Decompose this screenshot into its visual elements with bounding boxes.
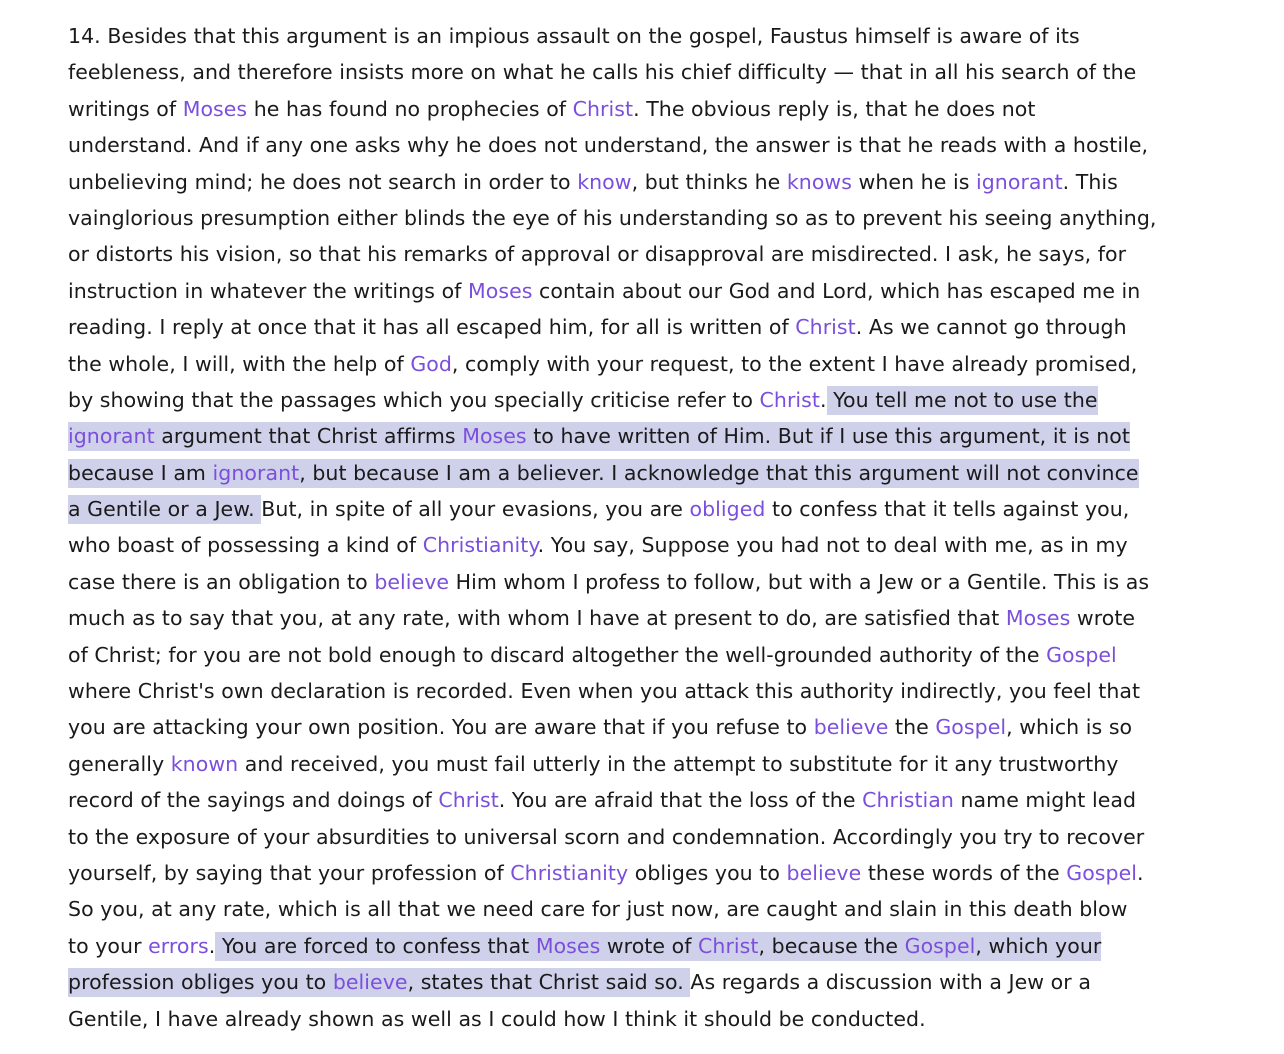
text-segment: . [208, 933, 216, 958]
glossary-link[interactable]: Gospel [904, 933, 976, 958]
highlighted-text: , states that Christ said so. [408, 968, 691, 997]
glossary-link[interactable]: known [170, 751, 239, 776]
glossary-link[interactable]: Christianity [510, 860, 629, 885]
text-line [68, 273, 1218, 309]
text-segment: or distorts his vision, so that his remarks of approval or disapproval are misdirected. I ask, he says, for [68, 242, 1127, 267]
text-line [68, 637, 1218, 673]
text-segment: writings of [68, 96, 183, 121]
text-segment: , which is so [1006, 715, 1133, 740]
text-line [68, 928, 1218, 964]
text-line [68, 18, 1218, 54]
text-segment: to confess that it tells against you, [765, 497, 1130, 522]
text-segment: obliges you to [628, 860, 787, 885]
text-line [68, 54, 1218, 90]
text-line [68, 746, 1218, 782]
text-line [68, 164, 1218, 200]
text-line [68, 709, 1218, 745]
glossary-link[interactable]: Moses [1005, 606, 1071, 631]
glossary-link[interactable]: know [577, 169, 632, 194]
glossary-link[interactable]: Christ [759, 387, 820, 412]
text-segment: . The obvious reply is, that he does not [633, 96, 1036, 121]
text-segment: and received, you must fail utterly in the attempt to substitute for it any trustworthy [238, 751, 1119, 776]
text-segment: wrote [1070, 606, 1136, 631]
glossary-link[interactable]: ignorant [976, 169, 1063, 194]
text-segment: . As we cannot go through [855, 315, 1127, 340]
text-segment: he has found no prophecies of [247, 96, 573, 121]
text-line [68, 346, 1218, 382]
highlighted-text: because I am [68, 459, 213, 488]
text-segment: the whole, I will, with the help of [68, 351, 411, 376]
text-segment: record of the sayings and doings of [68, 788, 439, 813]
text-segment: As regards a discussion with a Jew or a [690, 970, 1091, 995]
text-line [68, 200, 1218, 236]
text-segment: yourself, by saying that your profession of [68, 860, 511, 885]
text-segment: But, in spite of all your evasions, you are [261, 497, 690, 522]
text-line [68, 564, 1218, 600]
highlighted-text: a Gentile or a Jew. [68, 495, 261, 524]
text-segment: unbelieving mind; he does not search in order to [68, 169, 578, 194]
highlighted-segment [536, 932, 600, 961]
glossary-link[interactable]: believe [813, 715, 889, 740]
highlighted-text: to have written of Him. But if I use this argument, it is not [527, 422, 1130, 451]
glossary-link[interactable]: believe [374, 569, 450, 594]
text-line [68, 382, 1218, 418]
text-segment: who boast of possessing a kind of [68, 533, 423, 558]
text-segment: reading. I reply at once that it has all escaped him, for all is written of [68, 315, 796, 340]
text-segment: case there is an obligation to [68, 569, 375, 594]
text-line [68, 455, 1218, 491]
text-segment: 14. Besides that this argument is an impious assault on the gospel, Faustus himself is aware of its [68, 24, 1080, 48]
text-line [68, 855, 1218, 891]
highlighted-text: argument that Christ affirms [155, 422, 463, 451]
glossary-link[interactable]: believe [332, 970, 408, 995]
highlighted-text: , because the [759, 932, 905, 961]
glossary-link[interactable]: ignorant [212, 460, 300, 485]
text-segment: by showing that the passages which you specially criticise refer to [68, 387, 760, 412]
glossary-link[interactable]: Christ [698, 933, 759, 958]
glossary-link[interactable]: Christ [795, 315, 856, 340]
highlighted-segment [462, 422, 526, 451]
text-segment: . [1137, 860, 1144, 885]
text-segment: Him whom I profess to follow, but with a Jew or a Gentile. This is as [449, 569, 1150, 594]
text-segment: So you, at any rate, which is all that we need care for just now, are caught and slain in this death blow [68, 897, 1128, 922]
glossary-link[interactable]: obliged [689, 497, 766, 522]
text-segment: where Christ's own declaration is recorded. Even when you attack this authority indirectly, you feel that [68, 679, 1141, 704]
text-segment: . This [1062, 169, 1118, 194]
glossary-link[interactable]: Moses [535, 933, 601, 958]
text-line [68, 236, 1218, 272]
text-line [68, 309, 1218, 345]
highlighted-segment [698, 932, 758, 961]
glossary-link[interactable]: Moses [468, 278, 533, 303]
glossary-link[interactable]: knows [786, 169, 852, 194]
text-segment: Gentile, I have already shown as well as I could how I think it should be conducted. [68, 1006, 926, 1031]
glossary-link[interactable]: Gospel [935, 715, 1007, 740]
text-segment: much as to say that you, at any rate, with whom I have at present to do, are satisfied that [68, 606, 1006, 631]
text-segment: you are attacking your own position. You are aware that if you refuse to [68, 715, 814, 740]
text-segment: the [888, 715, 936, 740]
highlighted-text: , which your [975, 932, 1101, 961]
text-segment: understand. And if any one asks why he does not understand, the answer is that he reads with a hostile, [68, 133, 1149, 158]
text-segment: instruction in whatever the writings of [68, 278, 469, 303]
text-segment: of Christ; for you are not bold enough to discard altogether the well-grounded authority of the [68, 642, 1047, 667]
text-segment: , comply with your request, to the extent I have already promised, [451, 351, 1138, 376]
text-segment: name might lead [953, 788, 1137, 813]
glossary-link[interactable]: Moses [462, 424, 527, 449]
highlighted-text: You tell me not to use the [827, 386, 1098, 415]
text-segment: , but thinks he [631, 169, 787, 194]
text-segment: vainglorious presumption either blinds the eye of his understanding so as to prevent his seeing anything, [68, 205, 1157, 230]
text-segment: . You say, Suppose you had not to deal with me, as in my [537, 533, 1128, 558]
text-segment: . You are afraid that the loss of the [498, 788, 863, 813]
highlighted-segment [333, 968, 408, 997]
text-segment: . [820, 387, 827, 412]
text-line [68, 600, 1218, 636]
text-line [68, 127, 1218, 163]
highlighted-segment [905, 932, 976, 961]
text-line [68, 782, 1218, 818]
glossary-link[interactable]: Moses [182, 96, 248, 121]
text-segment: generally [68, 751, 171, 776]
glossary-link[interactable]: errors [148, 933, 209, 958]
text-segment: contain about our God and Lord, which has escaped me in [532, 278, 1141, 303]
glossary-link[interactable]: Christianity [422, 533, 538, 558]
text-segment: when he is [851, 169, 976, 194]
text-line [68, 891, 1218, 927]
text-line [68, 964, 1218, 1000]
text-line [68, 819, 1218, 855]
glossary-link[interactable]: God [410, 351, 452, 376]
text-segment: to the exposure of your absurdities to universal scorn and condemnation. Accordingly you try to recover [68, 824, 1145, 849]
glossary-link[interactable]: believe [786, 860, 862, 885]
text-line [68, 491, 1218, 527]
text-segment: feebleness, and therefore insists more on what he calls his chief difficulty — that in all his search of the [68, 60, 1137, 85]
glossary-link[interactable]: Christ [572, 96, 634, 121]
text-segment: these words of the [861, 860, 1067, 885]
highlighted-text: profession obliges you to [68, 968, 333, 997]
glossary-link[interactable]: Gospel [1066, 860, 1138, 885]
glossary-link[interactable]: Christ [438, 788, 499, 813]
text-segment: to your [68, 933, 149, 958]
highlighted-text: wrote of [600, 932, 698, 961]
glossary-link[interactable]: ignorant [68, 424, 155, 449]
highlighted-text: , but because I am a believer. I acknowledge that this argument will not convince [299, 459, 1138, 488]
text-line [68, 527, 1218, 563]
glossary-link[interactable]: Gospel [1046, 642, 1117, 667]
text-line [68, 673, 1218, 709]
highlighted-text: You are forced to confess that [215, 932, 536, 961]
passage-text [68, 18, 1218, 1037]
text-line [68, 1001, 1218, 1037]
glossary-link[interactable]: Christian [862, 788, 954, 813]
text-line [68, 91, 1218, 127]
text-line [68, 418, 1218, 454]
highlighted-segment [213, 459, 300, 488]
highlighted-segment [68, 422, 155, 451]
